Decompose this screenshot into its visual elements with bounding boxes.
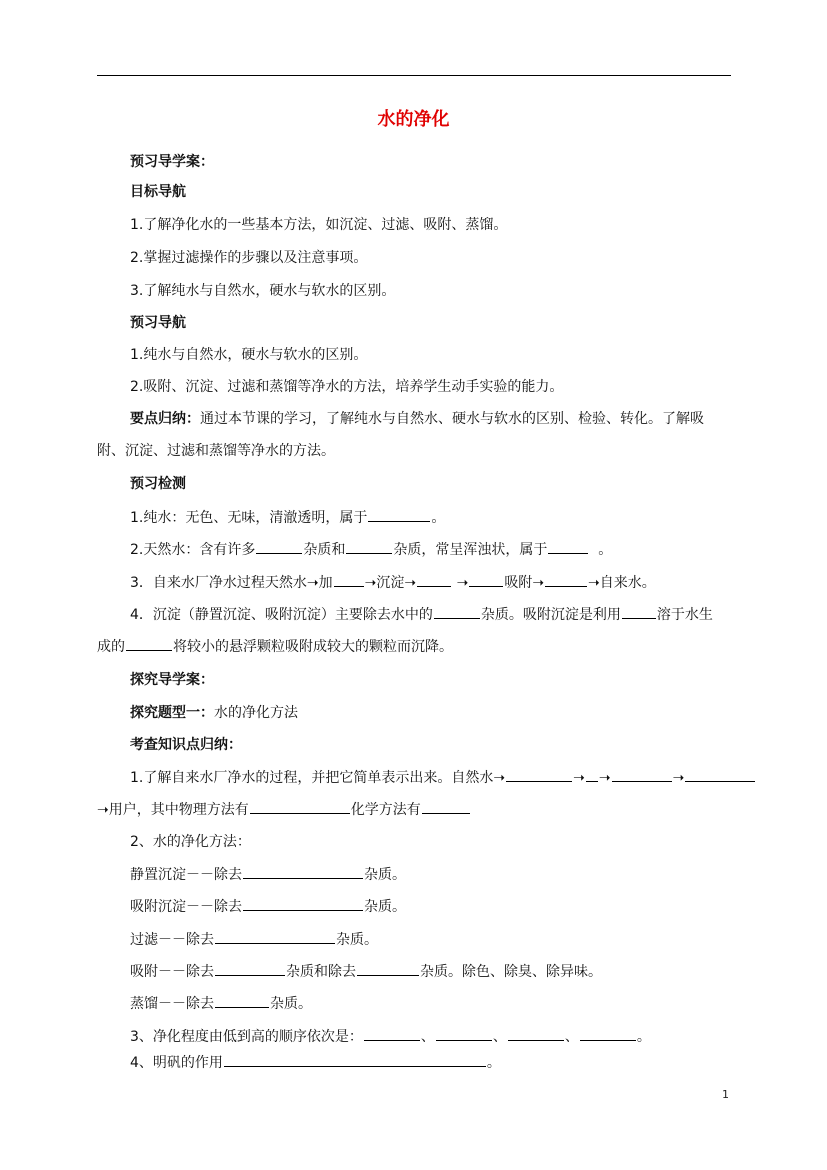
answer-blank[interactable] [469,572,503,587]
answer-blank[interactable] [612,767,672,782]
answer-blank[interactable] [422,799,470,814]
arrow-icon: ➝ [598,770,611,786]
page-number: 1 [722,1088,729,1101]
answer-blank[interactable] [434,604,480,619]
check-question-4-continued: 成的 将较小的悬浮颗粒吸附成较大的颗粒而沉降。 [97,636,707,657]
answer-blank[interactable] [586,767,598,782]
knowledge-item-4: 4、明矾的作用 。 [130,1052,740,1073]
answer-blank[interactable] [215,929,335,944]
answer-blank[interactable] [243,896,363,911]
method-adsorption-sedimentation: 吸附沉淀－－除去 杂质。 [130,896,740,917]
goal-item: 2.掌握过滤操作的步骤以及注意事项。 [130,250,368,266]
answer-blank[interactable] [346,539,392,554]
section-preview-heading: 预习导学案： [130,154,214,170]
check-question-3: 3．自来水厂净水过程天然水➝加 ➝沉淀➝ ➝ 吸附➝ ➝自来水。 [130,572,740,593]
answer-blank[interactable] [436,1026,492,1041]
answer-blank[interactable] [250,799,350,814]
arrow-icon: ➝ [364,575,377,591]
knowledge-item-1-continued: ➝用户，其中物理方法有 化学方法有 [97,799,707,820]
key-points-continued: 附、沉淀、过滤和蒸馏等净水的方法。 [97,443,335,459]
check-heading: 预习检测 [130,476,186,492]
answer-blank[interactable] [622,604,656,619]
answer-blank[interactable] [506,767,572,782]
check-question-1: 1.纯水：无色、无味，清澈透明，属于 。 [130,507,740,528]
explore-type-1: 探究题型一：水的净化方法 [130,705,298,721]
method-adsorption: 吸附－－除去 杂质和除去 杂质。除色、除臭、除异味。 [130,961,740,982]
answer-blank[interactable] [685,767,755,782]
check-question-4: 4．沉淀（静置沉淀、吸附沉淀）主要除去水中的 杂质。吸附沉淀是利用 溶于水生 [130,604,740,625]
method-filtration: 过滤－－除去 杂质。 [130,929,740,950]
answer-blank[interactable] [364,1026,420,1041]
arrow-icon: ➝ [97,802,109,818]
knowledge-item-1: 1.了解自来水厂净水的过程，并把它简单表示出来。自然水➝ ➝ ➝ ➝ [130,767,810,788]
answer-blank[interactable] [334,572,364,587]
answer-blank[interactable] [545,572,587,587]
goal-heading: 目标导航 [130,184,186,200]
section-explore-heading: 探究导学案： [130,672,214,688]
arrow-icon: ➝ [573,770,585,786]
answer-blank[interactable] [357,961,419,976]
arrow-icon: ➝ [532,575,545,591]
answer-blank[interactable] [243,864,363,879]
answer-blank[interactable] [126,636,172,651]
answer-blank[interactable] [256,539,302,554]
answer-blank[interactable] [368,507,430,522]
answer-blank[interactable] [224,1052,486,1067]
nav-item: 1.纯水与自然水，硬水与软水的区别。 [130,347,368,363]
check-question-2: 2.天然水：含有许多 杂质和 杂质，常呈浑浊状，属于 。 [130,539,740,560]
answer-blank[interactable] [508,1026,564,1041]
answer-blank[interactable] [417,572,451,587]
header-rule [97,75,731,76]
answer-blank[interactable] [215,961,285,976]
page-title: 水的净化 [377,109,450,130]
arrow-icon: ➝ [588,575,600,591]
answer-blank[interactable] [548,539,588,554]
nav-item: 2.吸附、沉淀、过滤和蒸馏等净水的方法，培养学生动手实验的能力。 [130,379,564,395]
nav-heading: 预习导航 [130,315,186,331]
arrow-icon: ➝ [306,575,319,591]
knowledge-item-2: 2、水的净化方法： [130,834,251,850]
arrow-icon: ➝ [493,770,506,786]
answer-blank[interactable] [580,1026,636,1041]
answer-blank[interactable] [215,993,269,1008]
knowledge-points-heading: 考查知识点归纳： [130,737,242,753]
arrow-icon: ➝ [404,575,417,591]
arrow-icon: ➝ [672,770,685,786]
key-points-text: 通过本节课的学习，了解纯水与自然水、硬水与软水的区别、检验、转化。了解吸 [200,411,704,427]
goal-item: 1.了解净化水的一些基本方法，如沉淀、过滤、吸附、蒸馏。 [130,217,508,233]
method-distillation: 蒸馏－－除去 杂质。 [130,993,740,1014]
arrow-icon: ➝ [456,575,469,591]
key-points [130,409,740,429]
goal-item: 3.了解纯水与自然水，硬水与软水的区别。 [130,283,396,299]
method-static-sedimentation: 静置沉淀－－除去 杂质。 [130,864,740,885]
knowledge-item-3: 3、净化程度由低到高的顺序依次是： 、 、 、 。 [130,1026,740,1047]
key-points-heading: 要点归纳： [130,411,200,427]
